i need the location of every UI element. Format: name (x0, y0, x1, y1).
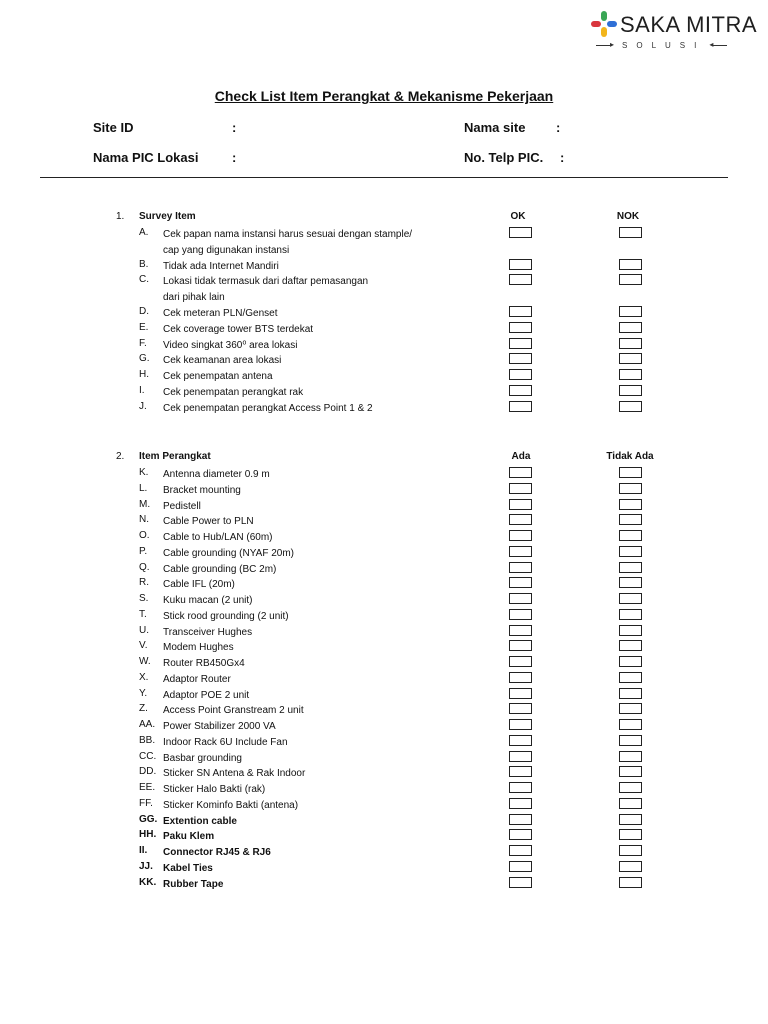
section-2-title: Item Perangkat (139, 451, 211, 462)
logo-mark-yellow (601, 27, 607, 37)
device-item-checkbox-1[interactable] (509, 656, 532, 667)
item-text (163, 322, 473, 338)
survey-item-checkbox-2[interactable] (619, 385, 642, 396)
device-item-checkbox-1[interactable] (509, 672, 532, 683)
item-text-line-2: dari pihak lain (163, 291, 225, 303)
item-text (163, 306, 473, 322)
section-1-col-ok: OK (510, 211, 526, 222)
item-letter: EE. (139, 782, 156, 793)
item-text (163, 467, 473, 483)
item-text-line: Adaptor Router (163, 673, 231, 685)
item-letter: F. (139, 337, 147, 349)
item-letter: K. (139, 467, 149, 478)
item-text (163, 719, 473, 735)
item-text-line: Kabel Ties (163, 862, 213, 874)
item-text (163, 751, 473, 767)
item-letter: Z. (139, 703, 148, 715)
section-1-title: Survey Item (139, 211, 196, 222)
item-text-line: Cek coverage tower BTS terdekat (163, 323, 314, 335)
item-letter: D. (139, 306, 149, 317)
device-item-checkbox-2[interactable] (619, 672, 642, 683)
survey-item-checkbox-1[interactable] (509, 259, 532, 270)
item-letter: P. (139, 545, 148, 557)
device-item-checkbox-1[interactable] (509, 719, 532, 730)
item-text-line: Paku Klem (163, 831, 215, 843)
item-letter: V. (139, 640, 148, 652)
item-letter: JJ. (139, 860, 153, 872)
survey-item-checkbox-2[interactable] (619, 353, 642, 364)
device-item-checkbox-2[interactable] (619, 751, 642, 762)
item-text-line: Adaptor POE 2 unit (163, 689, 250, 701)
logo-arrow-left-icon: ◂ (709, 40, 714, 49)
logo-mark-green (601, 11, 607, 21)
item-text-line: Sticker SN Antena & Rak Indoor (163, 768, 306, 780)
item-text (163, 401, 473, 417)
item-letter: J. (139, 400, 147, 412)
item-text (163, 259, 473, 275)
survey-item-checkbox-2[interactable] (619, 322, 642, 333)
item-letter: KK. (139, 876, 157, 888)
item-text-line-2: cap yang digunakan instansi (163, 244, 290, 256)
survey-item-checkbox-1[interactable] (509, 322, 532, 333)
item-text (163, 625, 473, 641)
device-item-checkbox-2[interactable] (619, 861, 642, 872)
item-text-line: Stick rood grounding (2 unit) (163, 610, 289, 622)
item-letter: W. (139, 656, 151, 667)
item-letter: BB. (139, 734, 156, 746)
item-text (163, 514, 473, 530)
device-item-checkbox-2[interactable] (619, 514, 642, 525)
device-item-checkbox-2[interactable] (619, 782, 642, 793)
item-text-line: Cable grounding (NYAF 20m) (163, 547, 294, 559)
device-item-checkbox-2[interactable] (619, 562, 642, 573)
item-letter: S. (139, 593, 149, 604)
item-letter: E. (139, 321, 149, 333)
site-id-label: Site ID (93, 120, 134, 135)
device-item-checkbox-2[interactable] (619, 625, 642, 636)
device-item-checkbox-2[interactable] (619, 593, 642, 604)
item-text (163, 688, 473, 704)
section-1-number: 1. (116, 211, 125, 222)
logo-mark-red (591, 21, 601, 27)
item-text-line: Kuku macan (2 unit) (163, 595, 253, 606)
survey-item-checkbox-1[interactable] (509, 385, 532, 396)
device-item-checkbox-1[interactable] (509, 829, 532, 840)
item-text-line: Rubber Tape (163, 878, 224, 890)
item-letter: T. (139, 608, 147, 620)
item-text-line: Access Point Granstream 2 unit (163, 705, 304, 717)
logo-dash-right (713, 45, 727, 46)
item-text-line: Extention cable (163, 815, 237, 827)
item-text (163, 766, 473, 782)
device-item-checkbox-1[interactable] (509, 530, 532, 541)
item-text (163, 530, 473, 546)
company-logo (588, 8, 758, 50)
item-letter: I. (139, 385, 145, 396)
survey-item-checkbox-2[interactable] (619, 369, 642, 380)
item-text (163, 703, 473, 719)
item-letter: II. (139, 845, 148, 856)
item-text (163, 483, 473, 499)
device-item-checkbox-2[interactable] (619, 735, 642, 746)
item-letter: DD. (139, 766, 157, 778)
survey-item-checkbox-2[interactable] (619, 338, 642, 349)
device-item-checkbox-1[interactable] (509, 609, 532, 620)
item-text (163, 609, 473, 625)
no-telp-colon: : (560, 150, 565, 165)
logo-mark-icon (590, 10, 618, 38)
item-letter: AA. (139, 719, 156, 730)
device-item-checkbox-1[interactable] (509, 577, 532, 588)
survey-item-checkbox-2[interactable] (619, 401, 642, 412)
no-telp-label: No. Telp PIC. (464, 150, 544, 165)
item-letter: U. (139, 624, 149, 636)
item-text-line: Basbar grounding (163, 752, 242, 764)
item-text (163, 672, 473, 688)
device-item-checkbox-2[interactable] (619, 467, 642, 478)
item-text (163, 274, 473, 305)
item-text-line: Modem Hughes (163, 642, 234, 654)
item-text (163, 227, 473, 258)
device-item-checkbox-1[interactable] (509, 593, 532, 604)
logo-mark-blue (607, 21, 617, 27)
survey-item-checkbox-2[interactable] (619, 227, 642, 238)
device-item-checkbox-2[interactable] (619, 703, 642, 714)
item-letter: C. (139, 274, 149, 286)
device-item-checkbox-1[interactable] (509, 735, 532, 746)
logo-arrow-right-icon: ▸ (610, 40, 615, 49)
item-text-line: Cek meteran PLN/Genset (163, 308, 278, 319)
device-item-checkbox-1[interactable] (509, 782, 532, 793)
survey-item-checkbox-2[interactable] (619, 306, 642, 317)
survey-item-checkbox-1[interactable] (509, 369, 532, 380)
device-item-checkbox-2[interactable] (619, 530, 642, 541)
item-letter: Y. (139, 687, 148, 699)
item-letter: Q. (139, 561, 150, 573)
item-text-line: Sticker Halo Bakti (rak) (163, 784, 266, 795)
nama-pic-colon: : (232, 150, 237, 165)
item-text (163, 385, 473, 401)
item-letter: O. (139, 530, 150, 541)
device-item-checkbox-1[interactable] (509, 766, 532, 777)
device-item-checkbox-1[interactable] (509, 798, 532, 809)
item-text-line: Cable Power to PLN (163, 516, 254, 528)
item-text-line: Cek penempatan perangkat Access Point 1 & 2 (163, 402, 373, 414)
logo-sub (596, 39, 748, 51)
item-text-line: Cable to Hub/LAN (60m) (163, 532, 273, 543)
section-2-number: 2. (116, 451, 125, 462)
item-letter: FF. (139, 797, 153, 809)
device-item-checkbox-2[interactable] (619, 877, 642, 888)
survey-item-checkbox-1[interactable] (509, 401, 532, 412)
device-item-checkbox-2[interactable] (619, 814, 642, 825)
logo-dash-left (596, 45, 610, 46)
item-text-line: Antenna diameter 0.9 m (163, 469, 270, 480)
item-letter: A. (139, 227, 149, 238)
nama-pic-label: Nama PIC Lokasi (93, 150, 199, 165)
device-item-checkbox-1[interactable] (509, 877, 532, 888)
device-item-checkbox-2[interactable] (619, 798, 642, 809)
item-text-line: Indoor Rack 6U Include Fan (163, 736, 288, 748)
logo-sub-text: SOLUSI (622, 40, 706, 50)
item-text-line: Lokasi tidak termasuk dari daftar pemasangan (163, 276, 369, 288)
item-text-line: Tidak ada Internet Mandiri (163, 260, 279, 272)
item-text (163, 353, 473, 369)
item-text (163, 338, 473, 354)
device-item-checkbox-1[interactable] (509, 751, 532, 762)
item-letter: R. (139, 577, 149, 589)
item-text (163, 499, 473, 515)
device-item-checkbox-1[interactable] (509, 845, 532, 856)
item-text-line: Cek papan nama instansi harus sesuai dengan stample/ (163, 229, 413, 240)
device-item-checkbox-2[interactable] (619, 483, 642, 494)
item-letter: CC. (139, 750, 157, 762)
item-text (163, 656, 473, 672)
item-text (163, 861, 473, 877)
site-id-colon: : (232, 120, 237, 135)
device-item-checkbox-1[interactable] (509, 499, 532, 510)
item-text-line: Connector RJ45 & RJ6 (163, 847, 271, 858)
device-item-checkbox-2[interactable] (619, 845, 642, 856)
section-2-col-ada: Ada (511, 451, 531, 462)
survey-item-checkbox-1[interactable] (509, 338, 532, 349)
device-item-checkbox-2[interactable] (619, 577, 642, 588)
device-item-checkbox-1[interactable] (509, 625, 532, 636)
item-text-line: Cable IFL (20m) (163, 579, 235, 591)
item-text-line: Cek penempatan perangkat rak (163, 387, 304, 398)
device-item-checkbox-1[interactable] (509, 546, 532, 557)
nama-site-label: Nama site (464, 120, 526, 135)
device-item-checkbox-1[interactable] (509, 640, 532, 651)
item-letter: N. (139, 514, 149, 526)
device-item-checkbox-2[interactable] (619, 656, 642, 667)
item-text (163, 640, 473, 656)
item-text-line: Cable grounding (BC 2m) (163, 563, 277, 575)
item-text-line: Router RB450Gx4 (163, 658, 245, 669)
item-text (163, 877, 473, 893)
survey-item-checkbox-2[interactable] (619, 274, 642, 285)
survey-item-checkbox-1[interactable] (509, 227, 532, 238)
device-item-checkbox-2[interactable] (619, 609, 642, 620)
item-text (163, 369, 473, 385)
device-item-checkbox-1[interactable] (509, 514, 532, 525)
item-text (163, 798, 473, 814)
device-item-checkbox-2[interactable] (619, 719, 642, 730)
document-title: Check List Item Perangkat & Mekanisme Pekerjaan (214, 88, 554, 104)
device-item-checkbox-1[interactable] (509, 483, 532, 494)
device-item-checkbox-1[interactable] (509, 814, 532, 825)
device-item-checkbox-1[interactable] (509, 562, 532, 573)
item-letter: L. (139, 482, 148, 494)
device-item-checkbox-1[interactable] (509, 688, 532, 699)
item-text (163, 562, 473, 578)
device-item-checkbox-2[interactable] (619, 546, 642, 557)
item-text (163, 814, 473, 830)
survey-item-checkbox-1[interactable] (509, 353, 532, 364)
item-text-line: Cek keamanan area lokasi (163, 355, 282, 367)
device-item-checkbox-1[interactable] (509, 703, 532, 714)
item-letter: M. (139, 498, 151, 510)
item-text (163, 593, 473, 609)
survey-item-checkbox-1[interactable] (509, 274, 532, 285)
item-letter: B. (139, 258, 149, 270)
section-2-col-tidak-ada: Tidak Ada (606, 451, 654, 462)
item-text (163, 782, 473, 798)
nama-site-colon: : (556, 120, 561, 135)
item-text-line: Sticker Kominfo Bakti (antena) (163, 799, 299, 811)
item-text-line: Bracket mounting (163, 484, 241, 496)
item-text-line: Pedistell (163, 500, 201, 512)
item-letter: G. (139, 353, 150, 365)
survey-item-checkbox-1[interactable] (509, 306, 532, 317)
device-item-checkbox-2[interactable] (619, 829, 642, 840)
item-letter: H. (139, 369, 149, 381)
item-text-line: Power Stabilizer 2000 VA (163, 721, 276, 732)
device-item-checkbox-2[interactable] (619, 499, 642, 510)
item-text (163, 577, 473, 593)
item-text (163, 735, 473, 751)
item-text (163, 546, 473, 562)
item-letter: HH. (139, 829, 157, 841)
device-item-checkbox-1[interactable] (509, 467, 532, 478)
item-text (163, 829, 473, 845)
device-item-checkbox-2[interactable] (619, 640, 642, 651)
item-letter: GG. (139, 813, 158, 825)
device-item-checkbox-1[interactable] (509, 861, 532, 872)
item-text-line: Transceiver Hughes (163, 626, 253, 638)
section-1-col-nok: NOK (616, 211, 640, 222)
item-letter: X. (139, 671, 149, 683)
item-text-line: Cek penempatan antena (163, 371, 273, 383)
header-divider (40, 177, 728, 178)
device-item-checkbox-2[interactable] (619, 688, 642, 699)
survey-item-checkbox-2[interactable] (619, 259, 642, 270)
logo-name: SAKA MITRA (620, 12, 758, 37)
item-text-line: Video singkat 360⁰ area lokasi (163, 339, 298, 351)
item-text (163, 845, 473, 861)
device-item-checkbox-2[interactable] (619, 766, 642, 777)
